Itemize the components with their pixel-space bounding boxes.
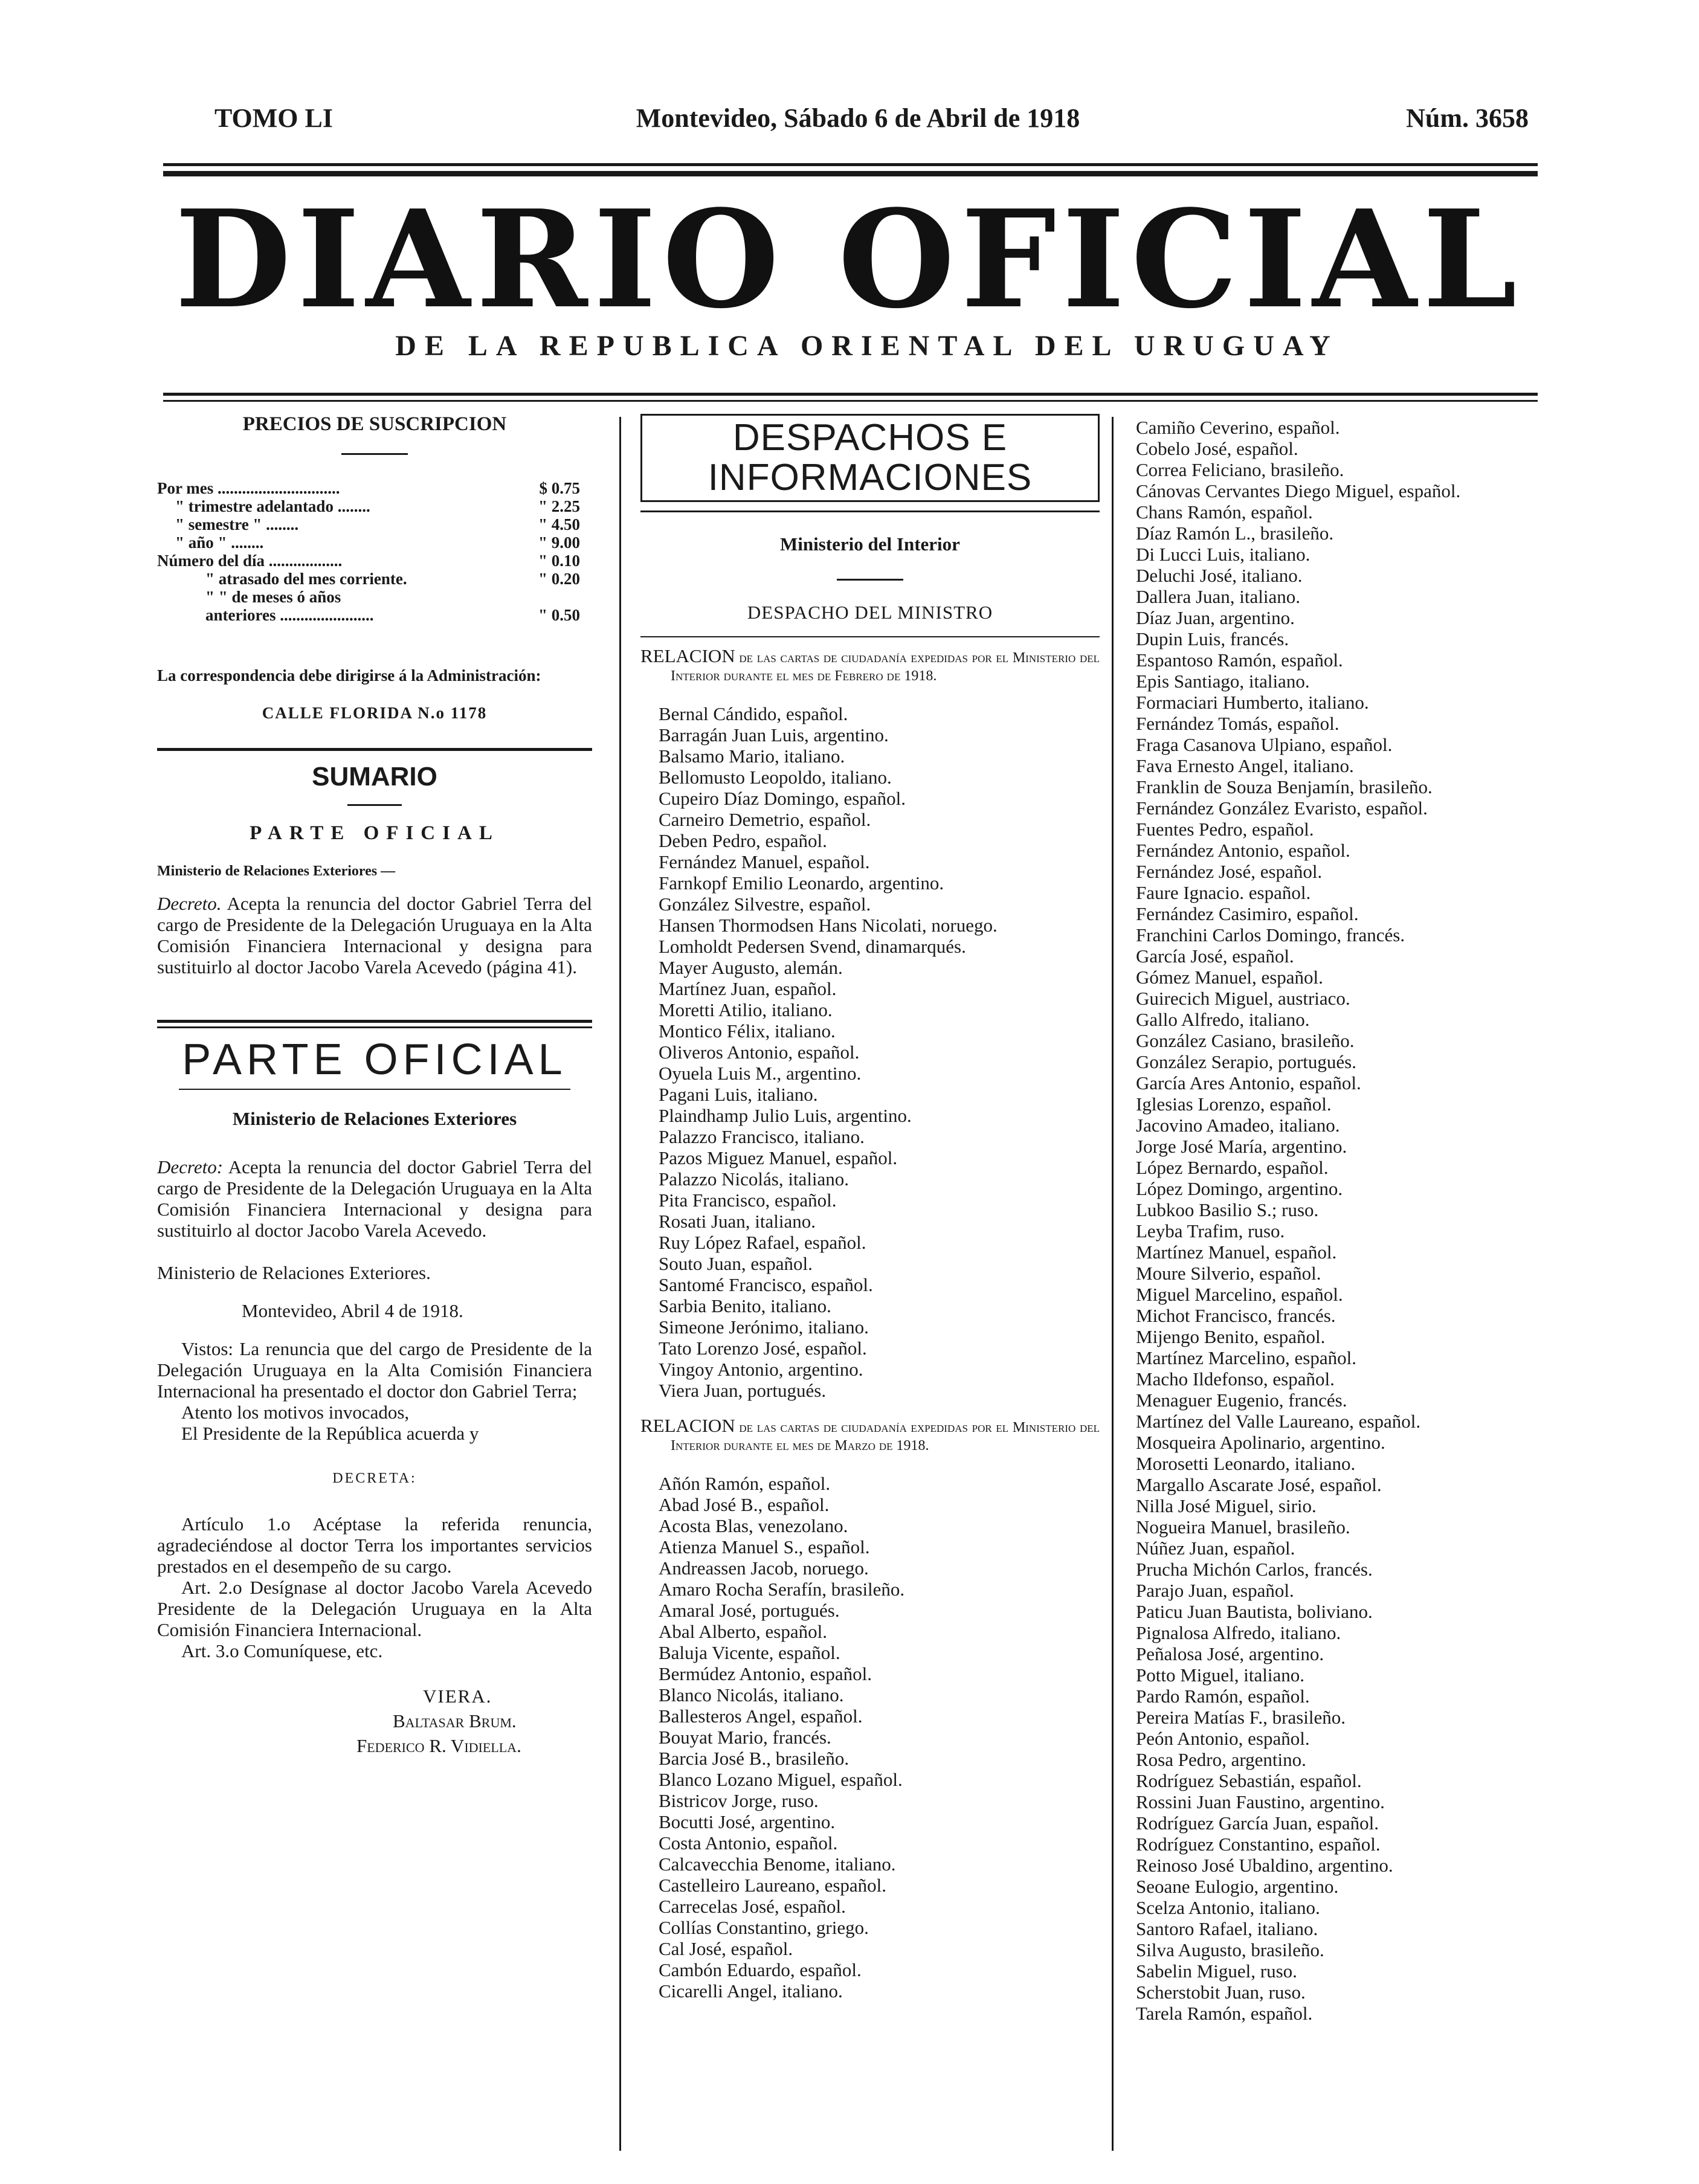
list-item: García Ares Antonio, español.	[1136, 1072, 1361, 1094]
list-item: Iglesias Lorenzo, español.	[1136, 1094, 1332, 1115]
price-row: " atrasado del mes corriente. " 0.20	[205, 570, 580, 588]
list-item: Cambón Eduardo, español.	[659, 1959, 862, 1980]
list-item: Oyuela Luis M., argentino.	[659, 1063, 862, 1084]
list-item: Núñez Juan, español.	[1136, 1538, 1295, 1559]
list-item: Palazzo Francisco, italiano.	[659, 1126, 865, 1147]
list-item: Prucha Michón Carlos, francés.	[1136, 1559, 1373, 1580]
list-item: Parajo Juan, español.	[1136, 1580, 1294, 1601]
relacion-marzo-heading	[640, 1417, 1100, 1455]
sumario-decreto-text: Acepta la renuncia del doctor Gabriel Terra del cargo de Presidente de la Delegación Uruguaya en la Alta Comisión Financiera Internacional y designa para sustituirlo al doctor Jacobo Varela Acevedo (página 41).	[157, 893, 592, 978]
price-row: Número del día .................. " 0.10	[157, 552, 580, 570]
dateline: Montevideo, Sábado 6 de Abril de 1918	[636, 103, 1080, 133]
sumario-ministerio: Ministerio de Relaciones Exteriores —	[157, 863, 396, 879]
list-item: Camiño Ceverino, español.	[1136, 417, 1340, 438]
firma-viera: VIERA.	[423, 1686, 492, 1707]
sumario-rule	[347, 804, 402, 806]
price-row: " semestre " ........ " 4.50	[175, 515, 580, 533]
list-item: Bermúdez Antonio, español.	[659, 1663, 872, 1684]
list-item: Dupin Luis, francés.	[1136, 628, 1289, 649]
ministerio-line: Ministerio de Relaciones Exteriores.	[157, 1262, 431, 1283]
list-item: Bellomusto Leopoldo, italiano.	[659, 767, 892, 788]
list-item: Acosta Blas, venezolano.	[659, 1515, 848, 1536]
list-item: Balsamo Mario, italiano.	[659, 746, 845, 767]
column-middle	[640, 414, 1100, 2002]
list-item: Fernández Tomás, español.	[1136, 713, 1340, 734]
list-item: Ruy López Rafael, español.	[659, 1232, 866, 1253]
list-item: Viera Juan, portugués.	[659, 1380, 827, 1401]
list-item: Añón Ramón, español.	[659, 1473, 831, 1494]
list-item: Gómez Manuel, español.	[1136, 967, 1323, 988]
list-item: García José, español.	[1136, 945, 1294, 967]
list-item: Rosati Juan, italiano.	[659, 1211, 816, 1232]
list-item: Correa Feliciano, brasileño.	[1136, 459, 1344, 480]
list-item: Oliveros Antonio, español.	[659, 1042, 860, 1063]
parte-oficial-ministerio: Ministerio de Relaciones Exteriores	[232, 1108, 517, 1129]
section-rule	[157, 1020, 592, 1023]
list-item: Souto Juan, español.	[659, 1253, 813, 1274]
list-item: Moure Silverio, español.	[1136, 1263, 1321, 1284]
vistos: Vistos: La renuncia que del cargo de Presidente de la Delegación Uruguaya en la Alta Comisión Financiera Internacional ha presentado el doctor don Gabriel Terra;	[157, 1338, 592, 1402]
list-item: Silva Augusto, brasileño.	[1136, 1939, 1324, 1960]
firma-vidiella: Federico R. Vidiella.	[356, 1735, 521, 1756]
list-item: Scelza Antonio, italiano.	[1136, 1897, 1320, 1918]
list-item: Amaral José, portugués.	[659, 1600, 840, 1621]
list-item: Rosa Pedro, argentino.	[1136, 1749, 1306, 1770]
list-item: Amaro Rocha Serafín, brasileño.	[659, 1579, 905, 1600]
list-item: Pagani Luis, italiano.	[659, 1084, 818, 1105]
list-item: Morosetti Leonardo, italiano.	[1136, 1453, 1356, 1474]
list-item: González Casiano, brasileño.	[1136, 1030, 1355, 1051]
section-rule	[157, 748, 592, 751]
list-item: Franchini Carlos Domingo, francés.	[1136, 924, 1405, 945]
list-item: Michot Francisco, francés.	[1136, 1305, 1336, 1326]
despacho-rule	[640, 636, 1100, 637]
decreto-text: Acepta la renuncia del doctor Gabriel Terra del cargo de Presidente de la Delegación Uruguaya en la Alta Comisión Financiera Internacional y designa para sustituirlo al doctor Jacobo Varela Acevedo.	[157, 1156, 592, 1241]
parte-oficial-decreto	[157, 1156, 592, 1241]
list-item: Formaciari Humberto, italiano.	[1136, 692, 1369, 713]
list-item: Díaz Juan, argentino.	[1136, 607, 1295, 628]
decreta-heading: DECRETA:	[332, 1470, 417, 1486]
articulo-1: Artículo 1.o Acéptase la referida renuncia, agradeciéndose al doctor Terra los importantes servicios prestados en el desempeño de su cargo.	[157, 1513, 592, 1577]
list-item: Deben Pedro, español.	[659, 830, 827, 851]
list-item: Díaz Ramón L., brasileño.	[1136, 523, 1334, 544]
list-item: Cobelo José, español.	[1136, 438, 1298, 459]
subscription-prices	[157, 479, 592, 624]
header-rule-top	[163, 163, 1538, 166]
list-item: Hansen Thormodsen Hans Nicolati, noruego.	[659, 915, 998, 936]
column-left	[157, 414, 592, 1756]
list-item: Rodríguez García Juan, español.	[1136, 1812, 1379, 1834]
list-item: Fava Ernesto Angel, italiano.	[1136, 755, 1354, 776]
list-item: Gallo Alfredo, italiano.	[1136, 1009, 1310, 1030]
list-item: Scherstobit Juan, ruso.	[1136, 1982, 1306, 2003]
list-item: Cupeiro Díaz Domingo, español.	[659, 788, 906, 809]
list-item: Montico Félix, italiano.	[659, 1020, 836, 1042]
articulo-3: Art. 3.o Comuníquese, etc.	[181, 1640, 383, 1661]
lista-febrero	[640, 703, 1100, 1401]
list-item: Martínez Marcelino, español.	[1136, 1347, 1356, 1368]
list-item: Pereira Matías F., brasileño.	[1136, 1707, 1346, 1728]
list-item: Dallera Juan, italiano.	[1136, 586, 1301, 607]
issue-number: Núm. 3658	[1406, 103, 1529, 133]
list-item: Jorge José María, argentino.	[1136, 1136, 1347, 1157]
list-item: Rodríguez Constantino, español.	[1136, 1834, 1381, 1855]
list-item: Andreassen Jacob, noruego.	[659, 1557, 869, 1579]
decreto-label: Decreto:	[157, 1156, 224, 1177]
list-item: Santoro Rafael, italiano.	[1136, 1918, 1318, 1939]
list-item: Plaindhamp Julio Luis, argentino.	[659, 1105, 912, 1126]
list-item: Fernández Antonio, español.	[1136, 840, 1350, 861]
masthead-rule-b	[163, 400, 1538, 402]
list-item: Pardo Ramón, español.	[1136, 1686, 1310, 1707]
list-item: Epis Santiago, italiano.	[1136, 671, 1310, 692]
sumario-decreto-label: Decreto.	[157, 893, 222, 914]
list-item: Lubkoo Basilio S.; ruso.	[1136, 1199, 1319, 1220]
list-item: Deluchi José, italiano.	[1136, 565, 1303, 586]
list-item: Tarela Ramón, español.	[1136, 2003, 1313, 2024]
list-item: Fernández González Evaristo, español.	[1136, 797, 1428, 819]
ministerio-rule	[837, 579, 903, 581]
column-divider-1	[619, 417, 621, 2151]
list-item: Paticu Juan Bautista, boliviano.	[1136, 1601, 1373, 1622]
list-item: Simeone Jerónimo, italiano.	[659, 1316, 869, 1338]
list-item: Palazzo Nicolás, italiano.	[659, 1168, 850, 1190]
list-item: Castelleiro Laureano, español.	[659, 1875, 887, 1896]
list-item: Pignalosa Alfredo, italiano.	[1136, 1622, 1341, 1643]
column-divider-2	[1112, 417, 1114, 2151]
list-item: Collías Constantino, griego.	[659, 1917, 869, 1938]
list-item: Barragán Juan Luis, argentino.	[659, 724, 889, 746]
list-item: Atienza Manuel S., español.	[659, 1536, 870, 1557]
list-item: Guirecich Miguel, austriaco.	[1136, 988, 1350, 1009]
subscription-title: PRECIOS DE SUSCRIPCION	[242, 413, 507, 435]
atento: Atento los motivos invocados,	[181, 1402, 410, 1423]
list-item: Bernal Cándido, español.	[659, 703, 848, 724]
list-item: Fernández Casimiro, español.	[1136, 903, 1359, 924]
list-item: González Serapio, portugués.	[1136, 1051, 1356, 1072]
list-item: Pazos Miguez Manuel, español.	[659, 1147, 898, 1168]
list-item: Mijengo Benito, español.	[1136, 1326, 1326, 1347]
list-item: Fraga Casanova Ulpiano, español.	[1136, 734, 1393, 755]
section-rule	[640, 511, 1100, 512]
sumario-decreto	[157, 893, 592, 978]
list-item: Mayer Augusto, alemán.	[659, 957, 843, 978]
list-item: Cicarelli Angel, italiano.	[659, 1980, 843, 2002]
relacion-text: de las cartas de ciudadanía expedidas por el Ministerio del Interior durante el mes de Marzo de 1918.	[671, 1420, 1100, 1454]
list-item: Barcia José B., brasileño.	[659, 1748, 850, 1769]
list-item: Sabelin Miguel, ruso.	[1136, 1960, 1297, 1982]
list-item: Di Lucci Luis, italiano.	[1136, 544, 1311, 565]
masthead-subtitle: DE LA REPUBLICA ORIENTAL DEL URUGUAY	[395, 330, 1339, 362]
list-item: Fernández Manuel, español.	[659, 851, 870, 872]
list-item: Macho Ildefonso, español.	[1136, 1368, 1335, 1390]
relacion-text: de las cartas de ciudadanía expedidas por el Ministerio del Interior durante el mes de Febrero de 1918.	[671, 650, 1100, 684]
list-item: Blanco Nicolás, italiano.	[659, 1684, 844, 1706]
list-item: Martínez Juan, español.	[659, 978, 837, 999]
parte-oficial-title: PARTE OFICIAL	[182, 1036, 567, 1084]
price-row: anteriores ....................... " 0.50	[205, 606, 580, 624]
list-item: Santomé Francisco, español.	[659, 1274, 873, 1295]
fecha-line: Montevideo, Abril 4 de 1918.	[242, 1300, 463, 1321]
tomo-label: TOMO LI	[214, 103, 334, 133]
list-item: Rodríguez Sebastián, español.	[1136, 1770, 1362, 1791]
section-rule	[179, 1089, 570, 1090]
list-item: Lomholdt Pedersen Svend, dinamarqués.	[659, 936, 966, 957]
header-rule-thick	[163, 171, 1538, 176]
list-item: Baluja Vicente, español.	[659, 1642, 840, 1663]
list-item: Espantoso Ramón, español.	[1136, 649, 1343, 671]
despacho-ministro: DESPACHO DEL MINISTRO	[747, 602, 993, 623]
list-item: Bistricov Jorge, ruso.	[659, 1790, 819, 1811]
masthead-title: DIARIO OFICIAL	[175, 181, 1523, 338]
relacion-lead: RELACION	[640, 645, 735, 666]
list-item: Menaguer Eugenio, francés.	[1136, 1390, 1347, 1411]
list-item: Carneiro Demetrio, español.	[659, 809, 871, 830]
list-item: Miguel Marcelino, español.	[1136, 1284, 1343, 1305]
list-item: Peñalosa José, argentino.	[1136, 1643, 1324, 1664]
price-row: " trimestre adelantado ........ " 2.25	[175, 497, 580, 515]
list-item: Bouyat Mario, francés.	[659, 1727, 831, 1748]
list-item: Faure Ignacio. español.	[1136, 882, 1311, 903]
list-item: Cánovas Cervantes Diego Miguel, español.	[1136, 480, 1461, 501]
list-item: Margallo Ascarate José, español.	[1136, 1474, 1382, 1495]
price-row: " año " ........ " 9.00	[175, 533, 580, 552]
price-row: " " de meses ó años	[205, 588, 341, 606]
list-item: Reinoso José Ubaldino, argentino.	[1136, 1855, 1393, 1876]
list-item: Leyba Trafim, ruso.	[1136, 1220, 1285, 1242]
masthead-rule-a	[163, 393, 1538, 396]
list-item: Fernández José, español.	[1136, 861, 1323, 882]
despachos-title: DESPACHOS E INFORMACIONES	[640, 414, 1100, 502]
list-item: Cal José, español.	[659, 1938, 793, 1959]
list-item: López Bernardo, español.	[1136, 1157, 1329, 1178]
list-item: Martínez del Valle Laureano, español.	[1136, 1411, 1421, 1432]
firma-brum: Baltasar Brum.	[393, 1710, 517, 1731]
list-item: López Domingo, argentino.	[1136, 1178, 1343, 1199]
list-item: Calcavecchia Benome, italiano.	[659, 1854, 896, 1875]
correspondence-note: La correspondencia debe dirigirse á la Administración:	[157, 666, 541, 685]
column-right	[1130, 417, 1589, 2024]
list-item: González Silvestre, español.	[659, 894, 871, 915]
relacion-febrero-heading	[640, 647, 1100, 685]
section-rule	[157, 1026, 592, 1028]
list-item: Farnkopf Emilio Leonardo, argentino.	[659, 872, 944, 894]
sumario-parte-oficial: PARTE OFICIAL	[250, 822, 500, 844]
list-item: Chans Ramón, español.	[1136, 501, 1313, 523]
list-item: Tato Lorenzo José, español.	[659, 1338, 867, 1359]
list-item: Potto Miguel, italiano.	[1136, 1664, 1304, 1686]
list-item: Carrecelas José, español.	[659, 1896, 846, 1917]
list-item: Sarbia Benito, italiano.	[659, 1295, 831, 1316]
sumario-title: SUMARIO	[312, 762, 437, 791]
list-item: Abad José B., español.	[659, 1494, 830, 1515]
articulo-2: Art. 2.o Desígnase al doctor Jacobo Varela Acevedo Presidente de la Delegación Uruguaya en la Alta Comisión Financiera Internacional.	[157, 1577, 592, 1640]
list-item: Pita Francisco, español.	[659, 1190, 837, 1211]
list-item: Ballesteros Angel, español.	[659, 1706, 863, 1727]
list-item: Jacovino Amadeo, italiano.	[1136, 1115, 1340, 1136]
list-item: Vingoy Antonio, argentino.	[659, 1359, 863, 1380]
presidente-acuerda: El Presidente de la República acuerda y	[181, 1423, 479, 1444]
list-item: Nogueira Manuel, brasileño.	[1136, 1516, 1350, 1538]
list-item: Seoane Eulogio, argentino.	[1136, 1876, 1339, 1897]
list-item: Franklin de Souza Benjamín, brasileño.	[1136, 776, 1433, 797]
list-item: Bocutti José, argentino.	[659, 1811, 836, 1832]
address: CALLE FLORIDA N.o 1178	[262, 704, 488, 722]
list-item: Abal Alberto, español.	[659, 1621, 827, 1642]
list-item: Nilla José Miguel, sirio.	[1136, 1495, 1317, 1516]
list-item: Martínez Manuel, español.	[1136, 1242, 1337, 1263]
list-item: Costa Antonio, español.	[659, 1832, 838, 1854]
relacion-lead: RELACION	[640, 1415, 735, 1436]
ministerio-interior: Ministerio del Interior	[780, 533, 960, 555]
lista-marzo-a	[640, 1473, 1100, 2002]
list-item: Rossini Juan Faustino, argentino.	[1136, 1791, 1385, 1812]
list-item: Peón Antonio, español.	[1136, 1728, 1310, 1749]
list-item: Fuentes Pedro, español.	[1136, 819, 1314, 840]
list-item: Mosqueira Apolinario, argentino.	[1136, 1432, 1385, 1453]
price-row: Por mes .............................. $ 0.75	[157, 479, 580, 497]
list-item: Moretti Atilio, italiano.	[659, 999, 833, 1020]
subscription-rule	[341, 453, 408, 455]
list-item: Blanco Lozano Miguel, español.	[659, 1769, 903, 1790]
